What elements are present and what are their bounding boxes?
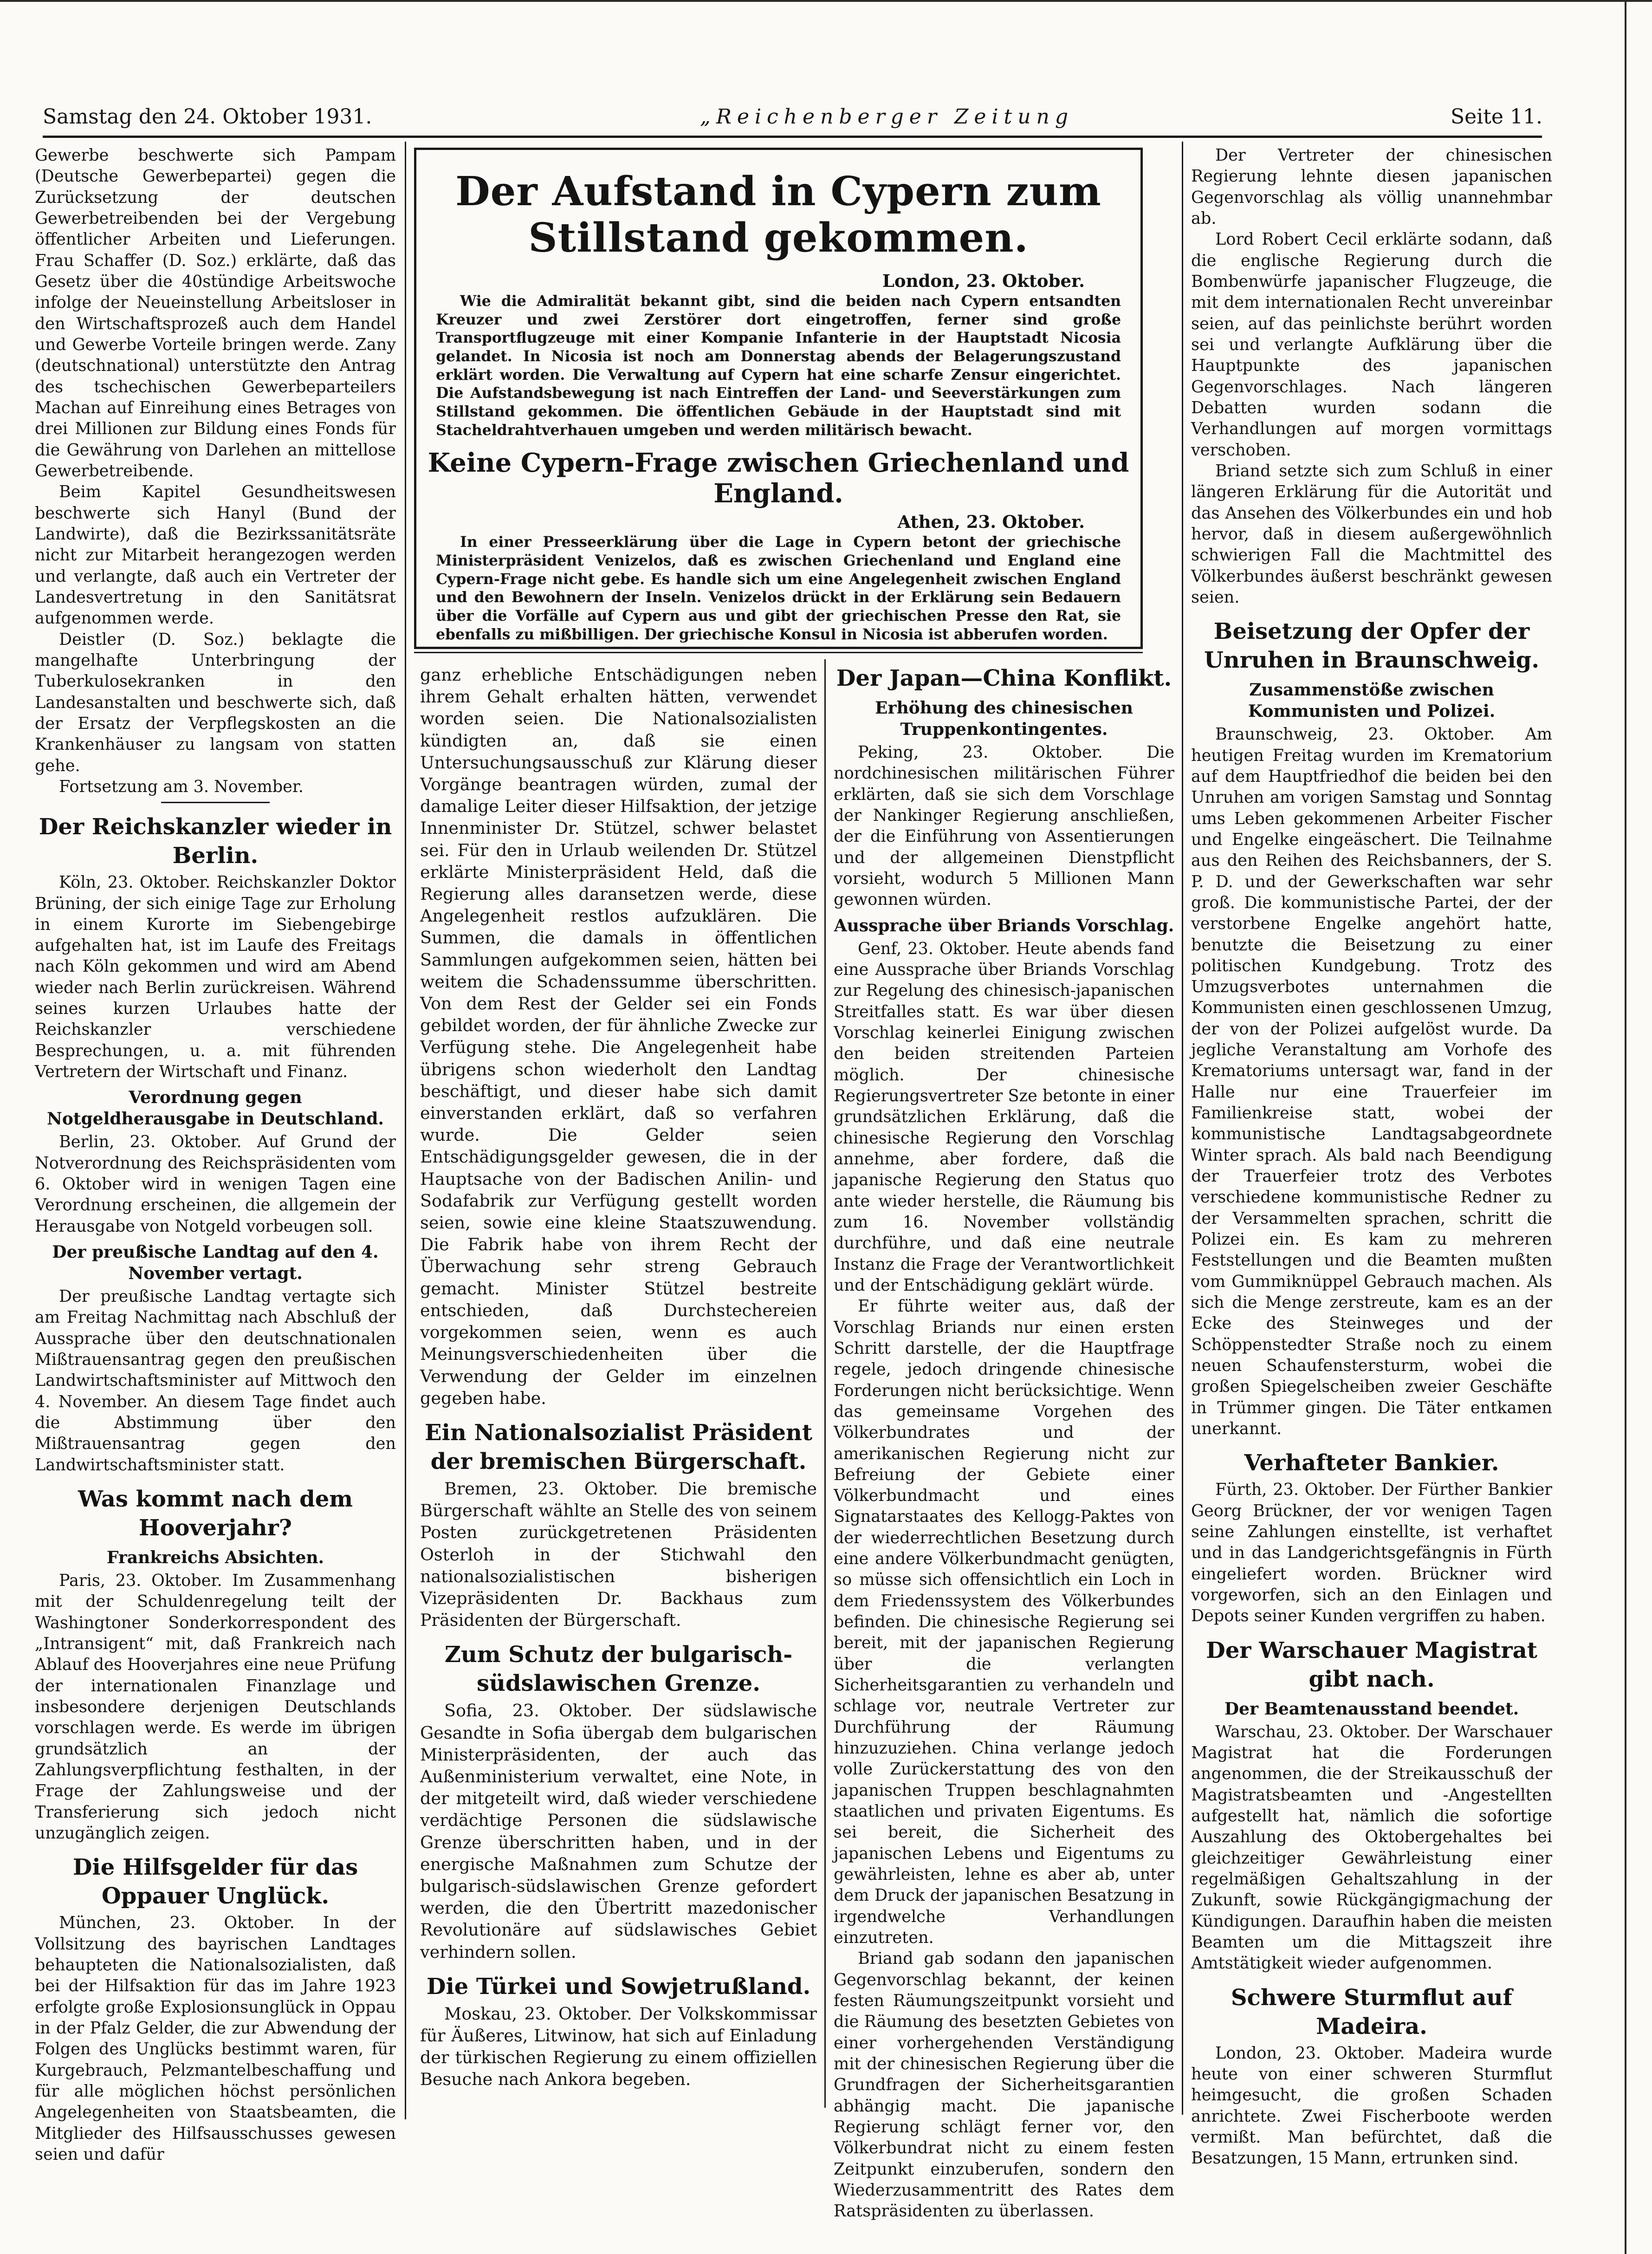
article-text: Der Vertreter der chinesischen Regierung lehnte diesen japanischen Gegenvorschlag als völlig unannehmbar ab. [1191,146,1552,228]
subheadline: Der preußische Landtag auf den 4. November vertagt. [52,1242,379,1284]
article-text: London, 23. Oktober. Madeira wurde heute von einer schweren Sturmflut heimgesucht, die großen Schaden anrichtete. Zwei Fischerboote werden vermißt. Man befürchtet, daß die Besatzungen, 15 Mann, ertrunken sind. [1191,2043,1552,2168]
article-text: München, 23. Oktober. In der Vollsitzung des bayrischen Landtages behaupteten die Nationalsozialisten, daß bei der Hilfsaktion für das im Jahre 1923 erfolgte große Explosionsunglück in Oppau in der Pfalz Gelder, die zur Abwendung der Folgen des Unglücks bestimmt waren, für Kurgebrauch, Pelzmantelbeschaffung und für alle möglichen höchst persönlichen Angelegenheiten von Staatsbeamten, die Mitglieder des Hilfsausschusses gewesen seien und dafür [35,1913,396,2164]
page-edge-mark [1625,0,1626,2254]
headline: Die Türkei und Sowjetrußland. [426,1973,811,2000]
article-text: Der preußische Landtag vertagte sich am Freitag Nachmittag nach Abschluß der Aussprache über den deutschnationalen Mißtrauensantrag gegen den preußischen Landwirtschaftsminister auf Mittwoch den 4. November. An diesem Tage findet auch die Abstimmung über den Mißtrauensantrag gegen den Landwirtschaftsminister statt. [35,1287,396,1475]
headline: Zum Schutz der bulgarisch-südslawischen Grenze. [444,1642,793,1697]
dateline: London, 23. Oktober. [882,271,1085,291]
article-text: Lord Robert Cecil erklärte sodann, daß die englische Regierung durch die Bombenwürfe japanischer Flugzeuge, die mit dem internationalen Recht unvereinbar seien, auf das peinlichste berührt worden sei und verlangte Aufklärung über die Hauptpunkte des japanischen Gegenvorschlages. Nach längeren Debatten wurden sodann die Verhandlungen auf morgen vormittags verschoben. [1191,230,1552,460]
headline: Der Japan—China Konflikt. [836,665,1172,691]
column-2 [420,664,817,2091]
article-text: Warschau, 23. Oktober. Der Warschauer Magistrat hat die Forderungen angenommen, die der Streikausschuß der Magistratsbeamten und -Angestellten aufgestellt hat, nämlich die sofortige Auszahlung des Oktobergehaltes bei gleichzeitiger Gewährleistung einer regelmäßigen Gehaltszahlung in der Zukunft, sowie Rückgängigmachung der Kündigungen. Daraufhin haben die meisten Beamten um die Mittagszeit ihre Amtstätigkeit wieder aufgenommen. [1191,1722,1552,1973]
article-text: Deistler (D. Soz.) beklagte die mangelhafte Unterbringung der Tuberkulosekranken in den Landesanstalten und beschwerte sich, daß der Ersatz der Verpflegskosten an die Krankenhäuser zu langsam von statten gehe. [35,630,396,775]
article-text: Fürth, 23. Oktober. Der Fürther Bankier Georg Brückner, der vor wenigen Tagen seine Zahlungen einstellte, ist verhaftet und in das Landgerichtsgefängnis in Fürth eingeliefert worden. Brückner wird vorgeworfen, sich an den Einlagen und Depots seiner Kunden vergriffen zu haben. [1191,1480,1552,1626]
subheadline: Der Beamtenausstand beendet. [1224,1699,1519,1719]
column-rule-2 [824,659,826,2108]
page-edge-mark [0,0,1652,2]
lead-article-box [414,148,1143,649]
headline: Verhafteter Bankier. [1244,1450,1499,1476]
article-text: Braunschweig, 23. Oktober. Am heutigen Freitag wurden im Krematorium auf dem Hauptfriedhof die beiden bei den Unruhen am vorigen Samstag und Sonntag ums Leben gekommenen Arbeiter Fischer und Engelke eingeäschert. Die Teilnahme aus den Reihen des Reichsbanners, der S. P. D. und der Gewerkschaften war sehr groß. Die kommunistische Partei, der der verstorbene Engelke angehört hatte, benutzte die Beisetzung zu einer politischen Kundgebung. Trotz des Umzugsverbotes unternahmen die Kommunisten einen geschlossenen Umzug, der von der Polizei aufgelöst wurde. Da jegliche Veranstaltung am Vorhofe des Krematoriums untersagt war, fand in der Halle nur eine Trauerfeier im Familienkreise statt, wobei der kommunistische Landtagsabgeordnete Winter sprach. Als bald nach Beendigung der Trauerfeier trotz des Verbotes verschiedene kommunistische Redner zu der Versammelten sprachen, schritt die Polizei ein. Es kam zu mehreren Feststellungen und die Beamten mußten vom Gummiknüppel Gebrauch machen. Als sich die Menge zerstreute, kam es an der Ecke des Steinweges und der Schöppenstedter Straße noch zu einem neuen Schaufenstersturm, wobei die großen Spiegelscheiben zweier Geschäfte in Trümmer gingen. Die Täter entkamen unerkannt. [1191,725,1552,1439]
header-date: Samstag den 24. Oktober 1931. [43,105,372,129]
article-text: Berlin, 23. Oktober. Auf Grund der Notverordnung des Reichspräsidenten vom 6. Oktober wird in wenigen Tagen eine Verordnung erscheinen, die allgemein der Herausgabe von Notgeld vorbeugen soll. [35,1132,396,1236]
box-bottom-rule [414,652,1143,653]
article-text: Briand gab sodann den japanischen Gegenvorschlag bekannt, der keinen festen Räumungszeitpunkt vorsieht und die Räumung des besetzten Gebietes von einer vorhergehenden Verständigung mit der chinesischen Regierung über die Grundfragen der Sicherheitsgarantien abhängig macht. Die japanische Regierung schlägt ferner vor, den Völkerbundrat nicht zu einem festen Zeitpunkt einzuberufen, sondern den Wiederzusammentritt des Rates dem Ratspräsidenten zu überlassen. [834,1949,1174,2221]
article-text: In einer Presseerklärung über die Lage in Cypern betont der griechische Ministerpräsident Venizelos, daß es zwischen Griechenland und England eine Cypern-Frage nicht gebe. Es handle sich um eine Angelegenheit zwischen England und den Bewohnern der Inseln. Venizelos drückt in der Erklärung sein Bedauern über die Vorfälle auf Cypern aus und gibt der griechischen Presse den Rat, sie ebenfalls zu mißbilligen. Der griechische Konsul in Nicosia ist abberufen worden. [436,533,1121,643]
article-text: Köln, 23. Oktober. Reichskanzler Doktor Brüning, der sich einige Tage zur Erholung in einem Kurorte im Siebengebirge aufgehalten hat, ist im Laufe des Freitags nach Köln gekommen und wird am Abend wieder nach Berlin zurückreisen. Während seines kurzen Urlaubes hatte der Reichskanzler verschiedene Besprechungen, u. a. mit führenden Vertretern der Wirtschaft und Finanz. [35,873,396,1082]
article-text: Genf, 23. Oktober. Heute abends fand eine Aussprache über Briands Vorschlag zur Regelung des chinesisch-japanischen Streitfalles statt. Es war über diesen Vorschlag keinerlei Einigung zwischen den beiden streitenden Parteien möglich. Der chinesische Regierungsvertreter Sze betonte in einer grundsätzlichen Erklärung, daß die chinesische Regierung den Vorschlag annehme, aber fordere, daß die japanische Regierung den Status quo ante wieder herstelle, die Räumung bis zum 16. November vollständig durchführe, und daß eine neutrale Instanz die Frage der Verantwortlichkeit und der Entschädigung geklärt würde. [834,939,1174,1295]
article-text: Fortsetzung am 3. November. [59,777,304,796]
article-text: Bremen, 23. Oktober. Die bremische Bürgerschaft wählte an Stelle des von seinem Posten zurückgetretenen Präsidenten Osterloh in der Stichwahl den nationalsozialistischen bisherigen Vizepräsidenten Dr. Backhaus zum Präsidenten der Bürgerschaft. [420,1478,817,1630]
column-1 [35,145,396,2165]
article-text: Wie die Admiralität bekannt gibt, sind die beiden nach Cypern entsandten Kreuzer und zwei Zerstörer dort eingetroffen, ferner sind große Transportflugzeuge mit einer Kompanie Infanterie in der Hauptstadt Nicosia gelandet. In Nicosia ist noch am Donnerstag abends der Belagerungszustand erklärt worden. Die Verwaltung auf Cypern hat eine scharfe Zensur eingerichtet. Die Aufstandsbewegung ist nach Eintreffen der Land- und Seeverstärkungen zum Stillstand gekommen. Die öffentlichen Gebäude in der Hauptstadt sind mit Stacheldrahtverhauen umgeben und werden militärisch bewacht. [436,292,1121,439]
newspaper-title: „Reichenberger Zeitung [700,105,1074,129]
subheadline: Zusammenstöße zwischen Kommunisten und Polizei. [1248,680,1496,721]
page-number: Seite 11. [1451,105,1542,129]
lead-text [416,533,1140,643]
lead-text [416,292,1140,439]
column-4 [1191,145,1552,2169]
dateline: Athen, 23. Oktober. [897,512,1085,533]
article-text: Paris, 23. Oktober. Im Zusammenhang mit der Schuldenregelung teilt der Washingtoner Sonderkorrespondent des „Intransigent“ mit, daß Frankreich nach Ablauf des Hooverjahres eine neue Prüfung der internationalen Finanzlage und insbesondere derjenigen Deutschlands vorschlagen werde. Es werde im übrigen grundsätzlich an der Zahlungsverpflichtung festhalten, in der Frage der Zahlungsweise und der Transferierung sich jedoch nicht unzugänglich zeigen. [35,1571,396,1843]
subheadline: Frankreichs Absichten. [106,1548,324,1568]
article-text: Gewerbe beschwerte sich Pampam (Deutsche Gewerbepartei) gegen die Zurücksetzung der deutschen Gewerbetreibenden bei der Vergebung öffentlicher Arbeiten und Lieferungen. Frau Schaffer (D. Soz.) erklärte, daß das Gesetz über die 40stündige Arbeitswoche infolge der Neueinstellung Arbeitsloser in den Wirtschaftsprozeß auch dem Handel und Gewerbe Vorteile bringen werde. Zany (deutschnational) unterstützte den Antrag des tschechischen Gewerbeparteilers Machan auf Einreihung eines Betrages von drei Millionen zur Bildung eines Fonds für die Gewährung von Darlehen an mittellose Gewerbetreibende. [35,146,396,481]
headline: Der Warschauer Magistrat gibt nach. [1206,1637,1537,1692]
separator [161,802,269,803]
headline: Was kommt nach dem Hooverjahr? [78,1486,353,1541]
article-text: Beim Kapitel Gesundheitswesen beschwerte sich Hanyl (Bund der Landwirte), daß die Bezirkssanitätsräte nicht zur Mitarbeit herangezogen werden und verlangte, daß auch ein Vertreter der Landesvertretung in den Sanitätsrat aufgenommen werde. [35,482,396,628]
header-rule [43,136,1542,138]
headline: Schwere Sturmflut auf Madeira. [1231,1984,1513,2040]
article-text: Moskau, 23. Oktober. Der Volkskommissar für Äußeres, Litwinow, hat sich auf Einladung der türkischen Regierung zu einem offiziellen Besuche nach Ankora begeben. [420,2003,817,2090]
headline: Ein Nationalsozialist Präsident der bremischen Bürgerschaft. [425,1419,812,1475]
article-text: Sofia, 23. Oktober. Der südslawische Gesandte in Sofia übergab dem bulgarischen Ministerpräsidenten, der auch das Außenministerium verwaltet, eine Note, in der mitgeteilt wird, daß wieder verschiedene verdächtige Personen die südslawische Grenze überschritten haben, und in der energische Maßnahmen zum Schutze der bulgarisch-südslawischen Grenze gefordert werden, die den Übertritt mazedonischer Revolutionäre auf südslawisches Gebiet verhindern sollen. [420,1701,817,1962]
article-text: Peking, 23. Oktober. Die nordchinesischen militärischen Führer erklärten, daß sie sich dem Vorschlage der Nankinger Regierung anschließen, der die Einführung von Assentierungen und der allgemeinen Dienstpflicht vorsieht, wodurch 5 Millionen Mann gewonnen würden. [834,743,1174,909]
headline: Der Reichskanzler wieder in Berlin. [39,814,392,869]
column-3 [834,664,1174,2222]
lead-subheadline: Keine Cypern-Frage zwischen Griechenland und England. [428,448,1129,509]
article-text: ganz erhebliche Entschädigungen neben ihrem Gehalt erhalten hätten, verwendet worden seien. Die Nationalsozialisten kündigten an, daß sie einen Untersuchungsausschuß zur Klärung dieser Vorgänge beantragen würden, zumal der damalige Leiter dieser Hilfsaktion, der jetzige Innenminister Dr. Stützel, schwer belastet sei. Für den in Urlaub weilenden Dr. Stützel erklärte Ministerpräsident Held, daß die Regierung alles daransetzen werde, diese Angelegenheit restlos aufzuklären. Die Summen, die damals in öffentlichen Sammlungen aufgekommen seien, hätten bei weitem die Schadenssumme überschritten. Von dem Rest der Gelder sei ein Fonds gebildet worden, der für ähnliche Zwecke zur Verfügung stehe. Die Angelegenheit habe übrigens schon wiederholt den Landtag beschäftigt, und dieser habe sich damit einverstanden erklärt, daß so verfahren wurde. Die Gelder seien Entschädigungsgelder gewesen, die in der Hauptsache von der Badischen Anilin- und Sodafabrik zur Verfügung gestellt worden seien, sowie eine kleine Staatszuwendung. Die Fabrik habe von ihrem Recht der Überwachung sehr streng Gebrauch gemacht. Minister Stützel bestreite entschieden, daß Durchstechereien vorgekommen seien, wenn es auch Meinungsverschiedenheiten über die Verwendung der Gelder im einzelnen gegeben habe. [420,665,817,1408]
article-text: Briand setzte sich zum Schluß in einer längeren Erklärung für die Autorität und das Ansehen des Völkerbundes ein und hob hervor, daß in diesem außergewöhnlich schwierigen Fall die Machtmittel des Völkerbundes äußerst beschränkt gewesen seien. [1191,461,1552,607]
subheadline: Erhöhung des chinesischen Truppenkontingentes. [875,698,1133,739]
article-text: Er führte weiter aus, daß der Vorschlag Briands nur einen ersten Schritt darstelle, der die Hauptfrage regele, jedoch dringende chinesische Forderungen nicht berücksichtige. Wenn das gemeinsame Vorgehen des Völkerbundrates und der amerikanischen Regierung nicht zur Befreiung der Gebiete einer Völkerbundmacht und eines Signatarstaates des Kellogg-Paktes von der wiederrechtlichen Besetzung durch eine andere Völkerbundmacht genügten, so müsse sich offensichtlich ein Loch in dem Friedenssystem des Völkerbundes befinden. Die chinesische Regierung sei bereit, mit der japanischen Regierung über die verlangten Sicherheitsgarantien zu verhandeln und schlage vor, neutrale Vertreter zur Durchführung der Räumung hinzuzuziehen. China verlange jedoch volle Zurückerstattung des von den japanischen Truppen beschlagnahmten staatlichen und privaten Eigentums. Es sei bereit, die Sicherheit des japanischen Lebens und Eigentums zu gewährleisten, lehne es aber ab, unter dem Druck der japanischen Besatzung in irgendwelche Verhandlungen einzutreten. [834,1297,1174,1948]
column-rule-1 [405,142,406,2119]
headline: Die Hilfsgelder für das Oppauer Unglück. [72,1854,358,1910]
subheadline: Aussprache über Briands Vorschlag. [834,916,1174,935]
headline: Beisetzung der Opfer der Unruhen in Braunschweig. [1204,618,1540,674]
column-rule-3 [1182,142,1183,2115]
lead-headline: Der Aufstand in Cypern zum Stillstand gekommen. [455,168,1101,261]
subheadline: Verordnung gegen Notgeldherausgabe in Deutschland. [47,1088,384,1129]
